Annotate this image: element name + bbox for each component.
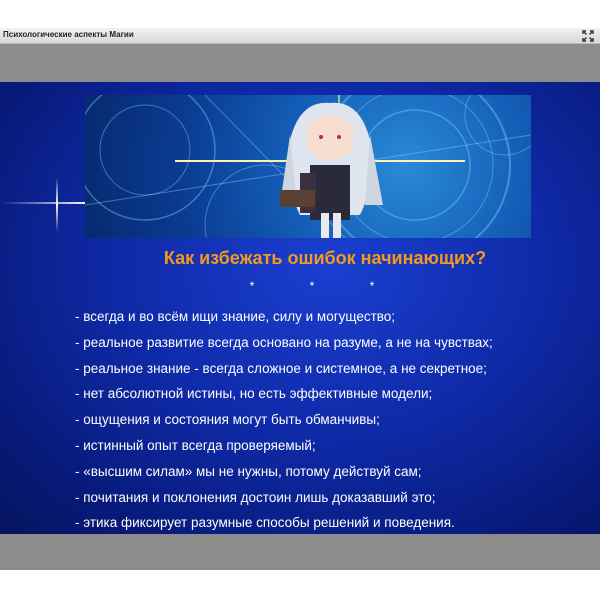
fullscreen-expand-icon[interactable] (582, 30, 594, 42)
slide-title: Как избежать ошибок начинающих? (163, 248, 487, 268)
list-item: - ощущения и состояния могут быть обманчивы; (75, 412, 380, 428)
list-item: - «высшим силам» мы не нужны, потому действуй сам; (75, 463, 422, 479)
list-item: - реальное знание - всегда сложное и системное, а не секретное; (75, 360, 487, 376)
list-item: - почитания и поклонения достоин лишь доказавший это; (75, 489, 436, 505)
list-item: - нет абсолютной истины, но есть эффективные модели; (75, 386, 433, 402)
anime-mage-banner-image (85, 95, 531, 238)
window-titlebar (0, 28, 600, 44)
window-title: Психологические аспекты Магии (3, 30, 134, 39)
sparkle-decoration (0, 202, 90, 204)
presentation-slide (0, 82, 600, 534)
separator-stars: * * * (249, 279, 401, 293)
sparkle-decoration-vertical (56, 177, 58, 232)
top-gray-band (0, 44, 600, 82)
list-item: - этика фиксирует разумные способы решений и поведения. (75, 515, 455, 531)
list-item: - реальное развитие всегда основано на разуме, а не на чувствах; (75, 334, 493, 350)
list-item: - истинный опыт всегда проверяемый; (75, 437, 316, 453)
list-item: - всегда и во всём ищи знание, силу и могущество; (75, 309, 396, 324)
bullet-list (75, 304, 493, 534)
bottom-gray-band (0, 534, 600, 570)
